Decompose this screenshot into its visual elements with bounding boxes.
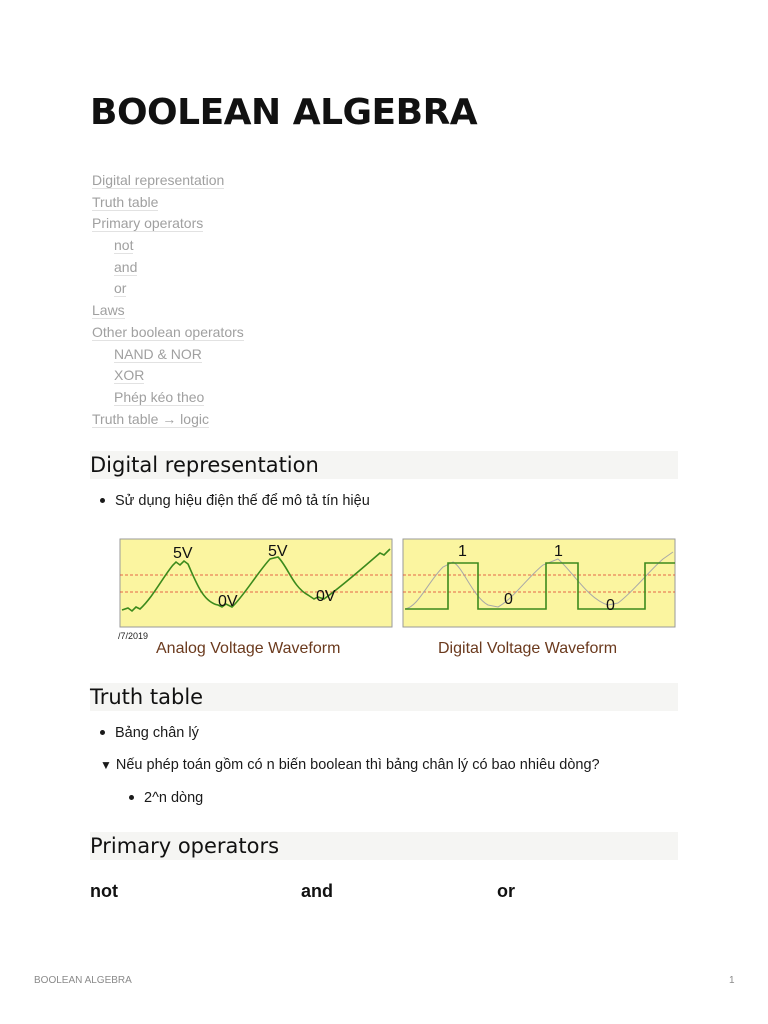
toc-item-other-operators[interactable]: Other boolean operators (92, 323, 244, 340)
bullet-truth-table: Bảng chân lý (100, 723, 199, 743)
digital-label-0-a: 0 (504, 591, 513, 608)
heading-primary-operators: Primary operators (90, 832, 678, 860)
column-heading-or: or (497, 881, 515, 901)
toc-item-laws[interactable]: Laws (92, 302, 125, 319)
analog-label-0v-2: 0V (316, 588, 336, 605)
analog-label-5v-1: 5V (173, 545, 193, 562)
digital-label-1-b: 1 (554, 543, 563, 560)
toc-item-or[interactable]: or (114, 280, 127, 297)
analog-label-5v-2: 5V (268, 543, 288, 560)
toc-item-not[interactable]: not (114, 237, 134, 254)
analog-caption: Analog Voltage Waveform (156, 640, 341, 657)
heading-truth-table: Truth table (90, 683, 678, 711)
bullet-dot-icon (129, 795, 134, 800)
toc-item-implication[interactable]: Phép kéo theo (114, 388, 205, 405)
bullet-dot-icon (100, 730, 105, 735)
toc-item-primary-operators[interactable]: Primary operators (92, 215, 204, 232)
figure-date-fragment: /7/2019 (118, 631, 149, 641)
toc-item-truth-table[interactable]: Truth table (92, 193, 159, 210)
footer-title: BOOLEAN ALGEBRA (34, 975, 132, 986)
column-heading-and: and (301, 881, 334, 901)
analog-label-0v-1: 0V (218, 593, 238, 610)
table-of-contents (92, 170, 244, 430)
toc-item-xor[interactable]: XOR (114, 367, 145, 384)
digital-label-1-a: 1 (458, 543, 467, 560)
toc-item-nand-nor[interactable]: NAND & NOR (114, 345, 202, 362)
heading-digital-representation: Digital representation (90, 451, 678, 479)
triangle-down-icon[interactable]: ▼ (100, 758, 112, 772)
bullet-digital-voltage: Sử dụng hiệu điện thế để mô tả tín hiệu (100, 491, 370, 511)
toggle-rows-question[interactable]: ▼ Nếu phép toán gồm có n biến boolean thì bảng chân lý có bao nhiêu dòng? (100, 757, 600, 773)
page-title: BOOLEAN ALGEBRA (90, 92, 478, 133)
bullet-rows-answer: 2^n dòng (129, 788, 203, 808)
digital-caption: Digital Voltage Waveform (438, 640, 618, 657)
toc-item-and[interactable]: and (114, 258, 138, 275)
digital-label-0-b: 0 (606, 597, 615, 614)
toc-item-truth-table-logic[interactable]: Truth table → logic (92, 410, 209, 427)
toc-item-digital-representation[interactable]: Digital representation (92, 172, 225, 188)
voltage-waveform-figure (118, 537, 678, 662)
bullet-dot-icon (100, 498, 105, 503)
digital-panel (403, 539, 675, 627)
footer-page-number: 1 (729, 975, 735, 986)
column-heading-not: not (90, 881, 118, 901)
